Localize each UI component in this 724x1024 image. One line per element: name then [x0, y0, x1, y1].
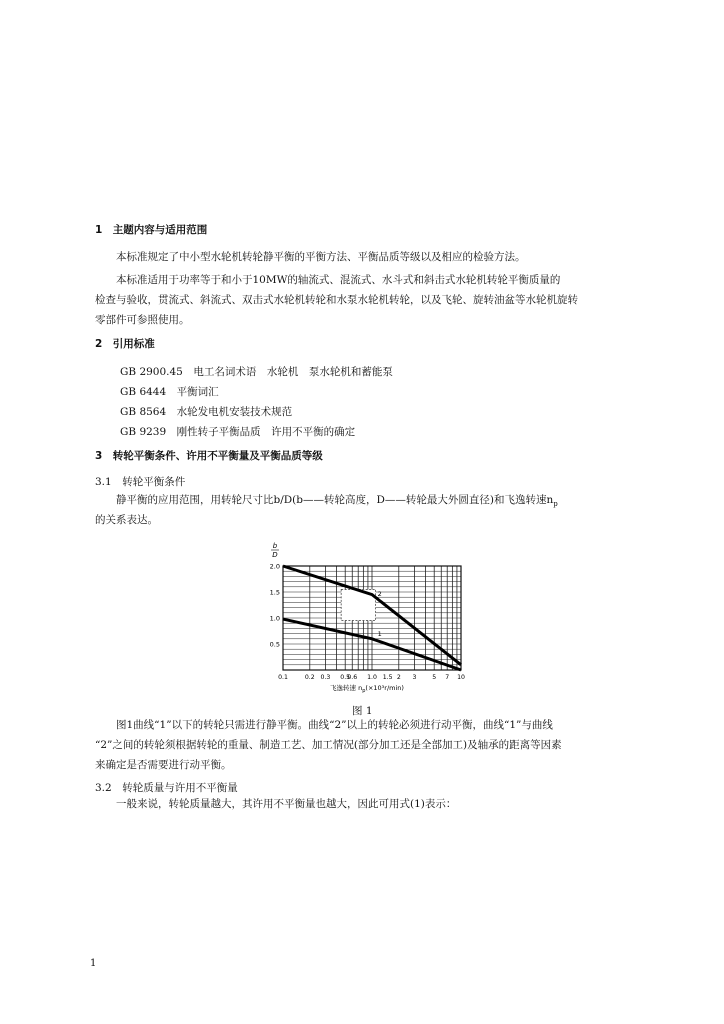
section-1-para-2-line-2: 检查与验收，贯流式、斜流式、双击式水轮机转轮和水泵水轮机转轮，以及飞轮、旋转油盆等水轮机旋转 — [95, 294, 578, 306]
y-tick-label: 1.5 — [269, 588, 280, 597]
x-tick-label: 1.5 — [382, 674, 393, 681]
reference-item: GB 6444 平衡词汇 — [120, 386, 219, 398]
section-3-heading: 3 转轮平衡条件、许用不平衡量及平衡品质等级 — [95, 450, 323, 462]
figure-note-line-3: 来确定是否需要进行动平衡。 — [95, 759, 232, 771]
section-1-para-2-line-3: 零部件可参照使用。 — [95, 314, 190, 326]
section-3-1-line-1: 静平衡的应用范围，用转轮尺寸比b/D(b——转轮高度，D——转轮最大外圆直径)和飞逸转速$n_p$ — [116, 494, 558, 509]
section-2-heading: 2 引用标准 — [95, 338, 155, 350]
section-1-heading: 1 主题内容与适用范围 — [95, 224, 208, 236]
y-label-numerator: b — [272, 542, 278, 550]
y-tick-label: 2.0 — [269, 562, 280, 571]
x-tick-label: 0.1 — [278, 674, 288, 681]
y-tick-label: 0.5 — [269, 640, 280, 649]
x-tick-label: 0.3 — [320, 674, 331, 681]
section-1-para-2-line-1: 本标准适用于功率等于和小于10MW的轴流式、混流式、水斗式和斜击式水轮机转轮平衡质量的 — [116, 274, 561, 286]
subsection-3-1-heading: 3.1 转轮平衡条件 — [95, 476, 186, 488]
x-tick-label: 0.5 — [340, 674, 351, 681]
section-3-1-line-2: 的关系表达。 — [95, 514, 158, 526]
x-tick-label: 0.2 — [304, 674, 315, 681]
y-axis-label — [271, 542, 279, 559]
y-label-denominator: D — [272, 551, 278, 559]
x-tick-label: 7 — [445, 674, 450, 681]
subsection-3-2-heading: 3.2 转轮质量与许用不平衡量 — [95, 782, 238, 794]
page-number: 1 — [90, 958, 97, 969]
x-tick-label: 0.6 — [347, 674, 358, 681]
curve-label-2: 2 — [377, 590, 382, 599]
figure-note-line-1: 图1曲线“1”以下的转轮只需进行静平衡。曲线“2”以上的转轮必须进行动平衡，曲线“1”与曲线 — [116, 719, 553, 731]
reference-item: GB 9239 刚性转子平衡品质 许用不平衡的确定 — [120, 426, 356, 438]
section-1-para-1: 本标准规定了中小型水轮机转轮静平衡的平衡方法、平衡品质等级以及相应的检验方法。 — [116, 251, 526, 263]
y-tick-label: 1.0 — [269, 614, 280, 623]
x-tick-label: 5 — [432, 674, 437, 681]
x-tick-label: 2 — [396, 674, 401, 681]
reference-item: GB 2900.45 电工名词术语 水轮机 泵水轮机和蓄能泵 — [120, 366, 393, 378]
section-3-2-line-1: 一般来说，转轮质量越大，其许用不平衡量也越大，因此可用式(1)表示： — [116, 798, 457, 810]
curve-label-1: 1 — [377, 630, 382, 639]
figure-note-line-2: “2”之间的转轮须根据转轮的重量、制造工艺、加工情况(部分加工还是全部加工)及轴承的距离等因素 — [95, 739, 562, 751]
figure-caption: 图 1 — [352, 705, 373, 717]
reference-item: GB 8564 水轮发电机安装技术规范 — [120, 406, 293, 418]
figure-1-chart — [255, 538, 465, 698]
x-tick-label: 10 — [457, 674, 465, 681]
x-tick-label: 1.0 — [367, 674, 377, 681]
x-tick-label: 3 — [412, 674, 417, 681]
x-axis-label: 飞逸转速 $n_p(\times 10^3r/\min)$ — [330, 684, 404, 694]
